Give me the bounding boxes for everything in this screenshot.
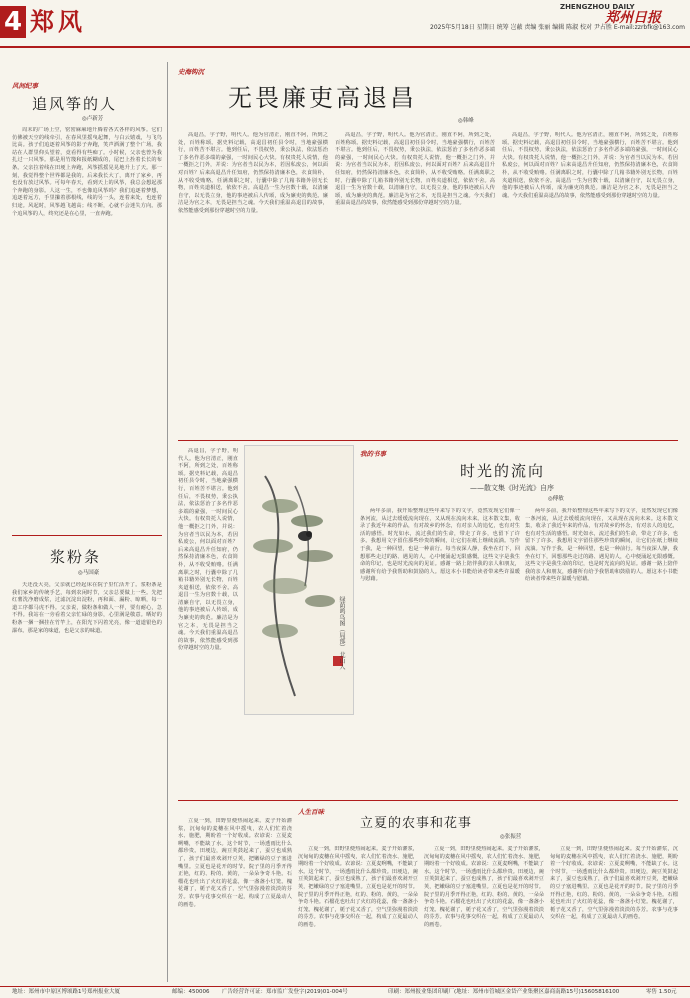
article1-body: 周末的广场上空，密密麻麻地升腾着各式各样的风筝。它们仿佛被天空的线牵引，在春风里摇曳起舞，与白云嬉戏，与飞鸟比高。孩子们追逐着风筝的影子奔跑，笑声洒满了整个广场。我站在人群里仰头望着，竟看得有些痴了。小时候，父亲也曾为我扎过一只风筝。那是用竹篾和报纸糊成的，尾巴上拴着长长的布条。父亲拉着线在田埂上奔跑，风筝摇摇晃晃地升上了天。那一刻，我觉得整个世界都是我的。后来我长大了，离开了家乡，再也没有放过风筝。可每年春天，看到天上的风筝，我总会想起那个奔跑的身影。人这一生，不也像追风筝吗？我们追逐着梦想，追逐着远方，手里攥着那根线，线的另一头，连着来处，也连着归途。风起时，风筝越飞越高；线不断，心就不会迷失方向。那个追风筝的人，终究还是在心里，一直奔跑。 (12, 127, 162, 217)
leaf (263, 578, 307, 594)
article3-byline: ◎傅敏 (548, 496, 564, 502)
article2-byline: ◎韩峰 (458, 118, 474, 124)
divider (12, 535, 162, 536)
divider (178, 440, 678, 441)
footer-postcode: 邮编：450006 (172, 989, 210, 995)
article2-body-col1: 高退昌，字子野，明代人。他为官清正，刚直不阿，所到之处，百姓称颂。据史料记载，高退昌初任县令时，当地豪强横行，百姓苦不堪言。他到任后，不畏权势，秉公执法，依法惩治了多名作恶多端的豪强，一时间民心大快。有权贵托人说情，他一概拒之门外，并说：为官者当以民为本，若因私废公，何以面对百姓？后来高退昌升任知府，仍然保持清廉本色，衣食简朴，从不收受贿赂。任满离职之时，行囊中除了几箱书籍外别无长物，百姓夹道相送，依依不舍。高退昌一生为官数十载，以清廉自守，以无畏立身，他的事迹被后人传颂，成为廉吏的典范。廉洁是为官之本，无畏是担当之魂。今天我们重温高退昌的故事，依然能感受到那份穿越时空的力量。 (178, 132, 328, 214)
divider (178, 800, 678, 801)
painting-svg (245, 446, 353, 714)
article2-body-col2: 高退昌，字子野，明代人。他为官清正，刚直不阿，所到之处，百姓称颂。据史料记载，高退昌初任县令时，当地豪强横行，百姓苦不堪言。他到任后，不畏权势，秉公执法，依法惩治了多名作恶多端的豪强，一时间民心大快。有权贵托人说情，他一概拒之门外，并说：为官者当以民为本，若因私废公，何以面对百姓？后来高退昌升任知府，仍然保持清廉本色，衣食简朴，从不收受贿赂。任满离职之时，行囊中除了几箱书籍外别无长物，百姓夹道相送，依依不舍。高退昌一生为官数十载，以清廉自守，以无畏立身，他的事迹被后人传颂，成为廉吏的典范。廉洁是为官之本，无畏是担当之魂。今天我们重温高退昌的故事，依然能感受到那份穿越时空的力量。 (335, 132, 495, 207)
masthead (0, 0, 690, 48)
bird-head (306, 531, 312, 537)
article2-tag: 史海钩沉 (178, 68, 204, 76)
article2-body-col3: 高退昌，字子野，明代人。他为官清正，刚直不阿，所到之处，百姓称颂。据史料记载，高退昌初任县令时，当地豪强横行，百姓苦不堪言。他到任后，不畏权势，秉公执法，依法惩治了多名作恶多端的豪强，一时间民心大快。有权贵托人说情，他一概拒之门外，并说：为官者当以民为本，若因私废公，何以面对百姓？后来高退昌升任知府，仍然保持清廉本色，衣食简朴，从不收受贿赂。任满离职之时，行囊中除了几箱书籍外别无长物，百姓夹道相送，依依不舍。高退昌一生为官数十载，以清廉自守，以无畏立身，他的事迹被后人传颂，成为廉吏的典范。廉洁是为官之本，无畏是担当之魂。今天我们重温高退昌的故事，依然能感受到那份穿越时空的力量。 (502, 132, 678, 199)
article3-subtitle: ——散文集《时光流》自序 (470, 484, 554, 492)
leaf (305, 595, 335, 607)
column-divider (167, 62, 168, 982)
article1-byline: ◎卢新芳 (82, 116, 104, 122)
article3-body-col1: 两年多前，我开始整理这些年来写下的文字，竟然发现它们像一条河流，从过去缓缓流向现在，又从现在流向未来。这本散文集，收录了我近年来的作品，有对故乡的怀念，有对亲人的追忆，也有对生活的感悟。时光如水，流过我们的生命，带走了许多，也留下了许多。我想用文字留住那些珍贵的瞬间，让它们在纸上继续流淌。写作于我，是一种回望，也是一种前行。每当夜深人静，我坐在灯下，回想那些走过的路、遇见的人，心中便涌起无限感慨。这些文字是我生命的印记，也是时光流向的见证。感谢一路上陪伴我的亲人和朋友，感谢所有给予我帮助和鼓励的人。愿这本小书能给读者带来些许温暖与慰藉。 (360, 508, 520, 583)
leaf (262, 499, 298, 513)
leaf (291, 515, 323, 527)
footer-price: 零售 1.50元 (646, 989, 677, 995)
article4-body-col3: 立夏一到，田野里便热闹起来。麦子开始灌浆，沉甸甸的麦穗在风中摇曳，农人们忙着浇水、施肥，期盼着一个好收成。农谚说：立夏麦咧嘴，不能缺了水。这个时节，一场透雨比什么都珍贵。田埂边，豌豆荚鼓起来了，蚕豆也成熟了，孩子们最喜欢剥开豆荚，把嫩绿的豆子塞进嘴里。立夏也是花开的时节。院子里的月季开得正艳，红的、粉的、黄的，一朵朵争奇斗艳。石榴花也吐出了火红的花蕊，像一盏盏小灯笼。槐花谢了，栀子花又香了，空气里弥漫着淡淡的芬芳。农事与花事交织在一起，构成了立夏最动人的画卷。 (424, 846, 544, 928)
article5-title: 浆粉条 (50, 548, 102, 566)
article2-title: 无畏廉吏高退昌 (228, 84, 417, 112)
article5-body: 天还没大亮，父亲就已经起床在院子里忙活开了。浆粉条是我们家乡的传统手艺，每到农闲时节，父亲总要做上一些。先把红薯洗净磨成浆，过滤沉淀出淀粉，再和面、漏粉、晾晒，每一道工序都马虎不得。父亲说，做粉条和做人一样，要有耐心，急不得。我站在一旁看着父亲忙碌的身影，心里满是敬意。晒好的粉条一捆一捆挂在竹竿上，在阳光下闪着光亮，像一道道银色的瀑布。那是家的味道，也是父亲的味道。 (12, 582, 162, 634)
article4-tag: 人生百味 (298, 808, 324, 816)
article1-title: 追风筝的人 (32, 95, 118, 113)
leaf (262, 624, 298, 638)
date-line: 2025年5月18日 星期日 统筹 岂蔽 责编 张丽 编辑 陈淑 校对 尹占胜 E-mail:zzrbfk@163.com (430, 24, 685, 31)
article5-byline: ◎马国豪 (78, 570, 100, 576)
article3-title: 时光的流向 (460, 462, 546, 480)
article4-body-col2: 立夏一到，田野里便热闹起来。麦子开始灌浆，沉甸甸的麦穗在风中摇曳，农人们忙着浇水、施肥，期盼着一个好收成。农谚说：立夏麦咧嘴，不能缺了水。这个时节，一场透雨比什么都珍贵。田埂边，豌豆荚鼓起来了，蚕豆也成熟了，孩子们最喜欢剥开豆荚，把嫩绿的豆子塞进嘴里。立夏也是花开的时节。院子里的月季开得正艳，红的、粉的、黄的，一朵朵争奇斗艳。石榴花也吐出了火红的花蕊，像一盏盏小灯笼。槐花谢了，栀子花又香了，空气里弥漫着淡淡的芬芳。农事与花事交织在一起，构成了立夏最动人的画卷。 (298, 846, 418, 928)
paper-name-en: ZHENGZHOU DAILY (560, 3, 635, 11)
footer (0, 986, 690, 998)
leaf (297, 550, 333, 562)
page-number: 4 (0, 6, 26, 38)
footer-printer: 印刷：郑州报业集团印刷厂(地址：郑州市管城区金岱产业集聚区嘉商南路15号)15605816100 (388, 989, 620, 995)
section-title: 郑风 (30, 7, 86, 36)
article4-body-col4: 立夏一到，田野里便热闹起来。麦子开始灌浆，沉甸甸的麦穗在风中摇曳，农人们忙着浇水、施肥，期盼着一个好收成。农谚说：立夏麦咧嘴，不能缺了水。这个时节，一场透雨比什么都珍贵。田埂边，豌豆荚鼓起来了，蚕豆也成熟了，孩子们最喜欢剥开豆荚，把嫩绿的豆子塞进嘴里。立夏也是花开的时节。院子里的月季开得正艳，红的、粉的、黄的，一朵朵争奇斗艳。石榴花也吐出了火红的花蕊，像一盏盏小灯笼。槐花谢了，栀子花又香了，空气里弥漫着淡淡的芬芳。农事与花事交织在一起，构成了立夏最动人的画卷。 (550, 846, 678, 921)
article4-body-col1: 立夏一到，田野里便热闹起来。麦子开始灌浆，沉甸甸的麦穗在风中摇曳，农人们忙着浇水、施肥，期盼着一个好收成。农谚说：立夏麦咧嘴，不能缺了水。这个时节，一场透雨比什么都珍贵。田埂边，豌豆荚鼓起来了，蚕豆也成熟了，孩子们最喜欢剥开豆荚，把嫩绿的豆子塞进嘴里。立夏也是花开的时节。院子里的月季开得正艳，红的、粉的、黄的，一朵朵争奇斗艳。石榴花也吐出了火红的花蕊，像一盏盏小灯笼。槐花谢了，栀子花又香了，空气里弥漫着淡淡的芬芳。农事与花事交织在一起，构成了立夏最动人的画卷。 (178, 818, 292, 908)
footer-license: 广告经营许可证：郑市监广发登字(2019)01-004号 (222, 989, 348, 995)
painting-caption: 绿荫鸣鸟图（局部） 北山人 (338, 596, 345, 670)
paper-logo: 郑州日报 (605, 10, 661, 26)
ink-painting (244, 445, 354, 715)
article3-tag: 我的书事 (360, 450, 386, 458)
article4-byline: ◎张振营 (500, 834, 522, 840)
footer-address: 地址：郑州市中原区博颂路1号郑州报业大厦 (12, 989, 121, 995)
article4-title: 立夏的农事和花事 (360, 816, 473, 831)
leaf (253, 539, 293, 553)
article1-tag: 风间纪事 (12, 82, 38, 90)
article2-continued: 高退昌，字子野，明代人。他为官清正，刚直不阿，所到之处，百姓称颂。据史料记载，高退昌初任县令时，当地豪强横行，百姓苦不堪言。他到任后，不畏权势，秉公执法，依法惩治了多名作恶多端的豪强，一时间民心大快。有权贵托人说情，他一概拒之门外，并说：为官者当以民为本，若因私废公，何以面对百姓？后来高退昌升任知府，仍然保持清廉本色，衣食简朴，从不收受贿赂。任满离职之时，行囊中除了几箱书籍外别无长物，百姓夹道相送，依依不舍。高退昌一生为官数十载，以清廉自守，以无畏立身，他的事迹被后人传颂，成为廉吏的典范。廉洁是为官之本，无畏是担当之魂。今天我们重温高退昌的故事，依然能感受到那份穿越时空的力量。 (178, 448, 238, 652)
article3-body-col2: 两年多前，我开始整理这些年来写下的文字，竟然发现它们像一条河流，从过去缓缓流向现在，又从现在流向未来。这本散文集，收录了我近年来的作品，有对故乡的怀念，有对亲人的追忆，也有对生活的感悟。时光如水，流过我们的生命，带走了许多，也留下了许多。我想用文字留住那些珍贵的瞬间，让它们在纸上继续流淌。写作于我，是一种回望，也是一种前行。每当夜深人静，我坐在灯下，回想那些走过的路、遇见的人，心中便涌起无限感慨。这些文字是我生命的印记，也是时光流向的见证。感谢一路上陪伴我的亲人和朋友，感谢所有给予我帮助和鼓励的人。愿这本小书能给读者带来些许温暖与慰藉。 (525, 508, 678, 583)
